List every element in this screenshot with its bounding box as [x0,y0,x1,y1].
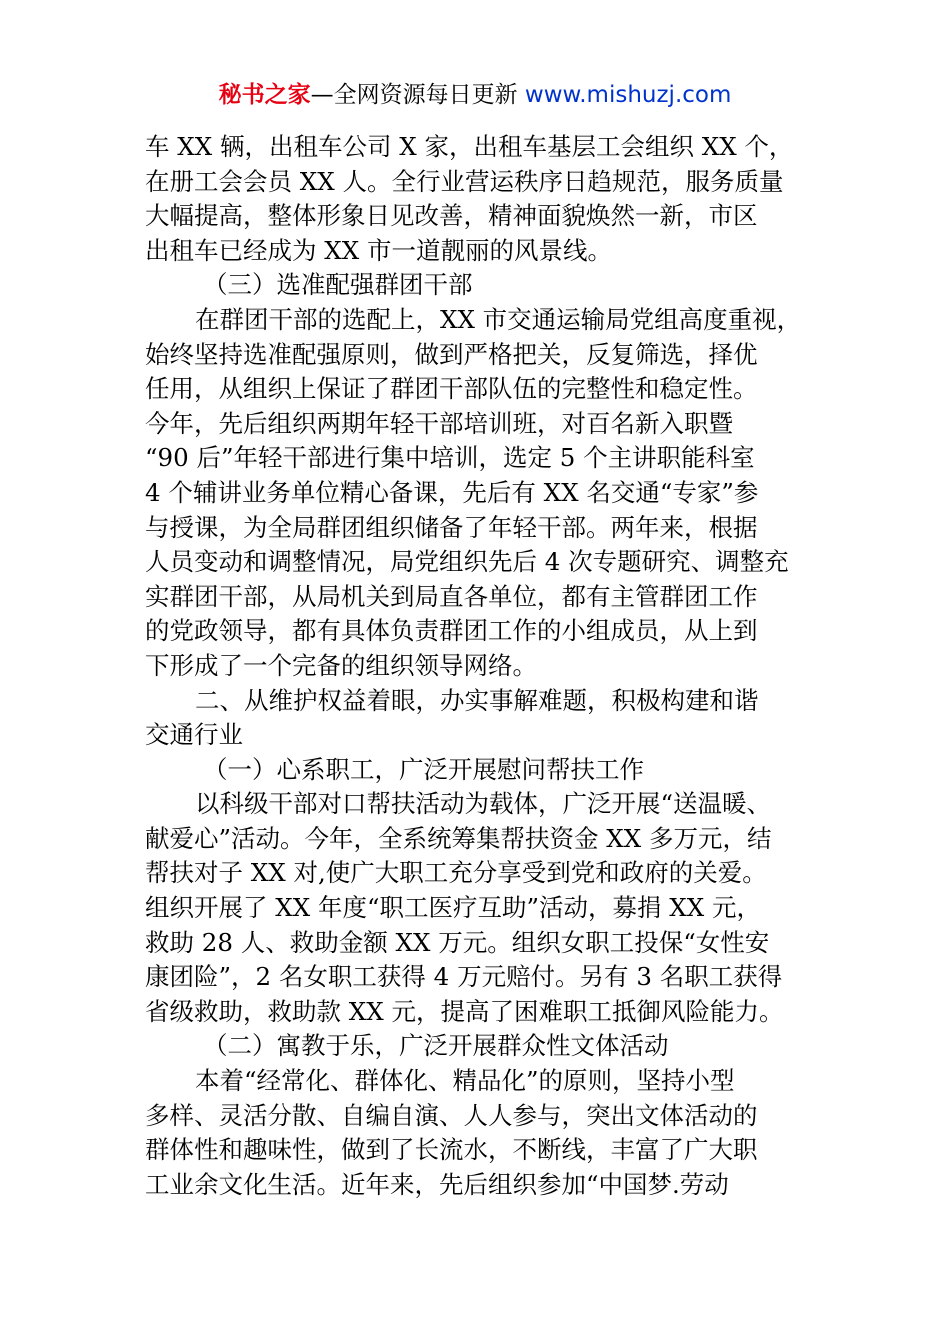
text-line: 本着“经常化、群体化、精品化”的原则，坚持小型 [195,1066,735,1096]
text-line: 在册工会会员 XX 人。全行业营运秩序日趋规范，服务质量 [145,166,784,196]
text-line: 以科级干部对口帮扶活动为载体，广泛开展“送温暖、 [195,789,772,819]
text-line: 今年，先后组织两期年轻干部培训班，对百名新入职暨 [145,408,733,438]
text-line: 多样、灵活分散、自编自演、人人参与，突出文体活动的 [145,1100,758,1130]
text-line: 康团险”，2 名女职工获得 4 万元赔付。另有 3 名职工获得 [145,962,783,992]
text-line: （一）心系职工，广泛开展慰问帮扶工作 [203,754,644,784]
text-line: 组织开展了 XX 年度“职工医疗互助”活动，募捐 XX 元， [145,893,761,923]
text-line: 群体性和趣味性，做到了长流水，不断线，丰富了广大职 [145,1135,758,1165]
text-line: 与授课，为全局群团组织储备了年轻干部。两年来，根据 [145,512,758,542]
text-line: 任用，从组织上保证了群团干部队伍的完整性和稳定性。 [145,374,758,404]
text-line: 大幅提高，整体形象日见改善，精神面貌焕然一新，市区 [145,201,758,231]
document-body [145,130,825,1202]
text-line: （三）选准配强群团干部 [203,270,473,300]
text-line: 的党政领导，都有具体负责群团工作的小组成员，从上到 [145,616,758,646]
text-line: 下形成了一个完备的组织领导网络。 [145,650,537,680]
header-site-link[interactable]: www.mishuzj.com [524,82,732,108]
header-slogan: —全网资源每日更新 [310,82,525,108]
text-line: 交通行业 [145,720,243,750]
header-brand[interactable]: 秘书之家 [218,82,311,108]
text-line: 献爱心”活动。今年，全系统筹集帮扶资金 XX 多万元，结 [145,823,772,853]
text-line: 车 XX 辆，出租车公司 X 家，出租车基层工会组织 XX 个， [145,132,794,161]
text-line: 在群团干部的选配上，XX 市交通运输局党组高度重视， [195,304,802,334]
text-line: 二、从维护权益着眼，办实事解难题，积极构建和谐 [195,685,759,715]
text-line: 工业余文化生活。近年来，先后组织参加“中国梦.劳动 [145,1169,729,1199]
text-line: “90 后”年轻干部进行集中培训，选定 5 个主讲职能科室 [145,443,755,473]
text-line: 出租车已经成为 XX 市一道靓丽的风景线。 [145,235,612,265]
text-line: 救助 28 人、救助金额 XX 万元。组织女职工投保“女性安 [145,927,770,957]
text-line: 实群团干部，从局机关到局直各单位，都有主管群团工作 [145,581,758,611]
text-line: 帮扶对子 XX 对,使广大职工充分享受到党和政府的关爱。 [145,858,767,888]
text-line: 省级救助，救助款 XX 元，提高了困难职工抵御风险能力。 [145,996,784,1026]
text-line: 人员变动和调整情况，局党组织先后 4 次专题研究、调整充 [145,547,789,577]
text-line: 4 个辅讲业务单位精心备课，先后有 XX 名交通“专家”参 [145,477,759,507]
text-line: 始终坚持选准配强原则，做到严格把关，反复筛选，择优 [145,339,758,369]
page-header [0,78,950,112]
text-line: （二）寓教于乐，广泛开展群众性文体活动 [203,1031,669,1061]
